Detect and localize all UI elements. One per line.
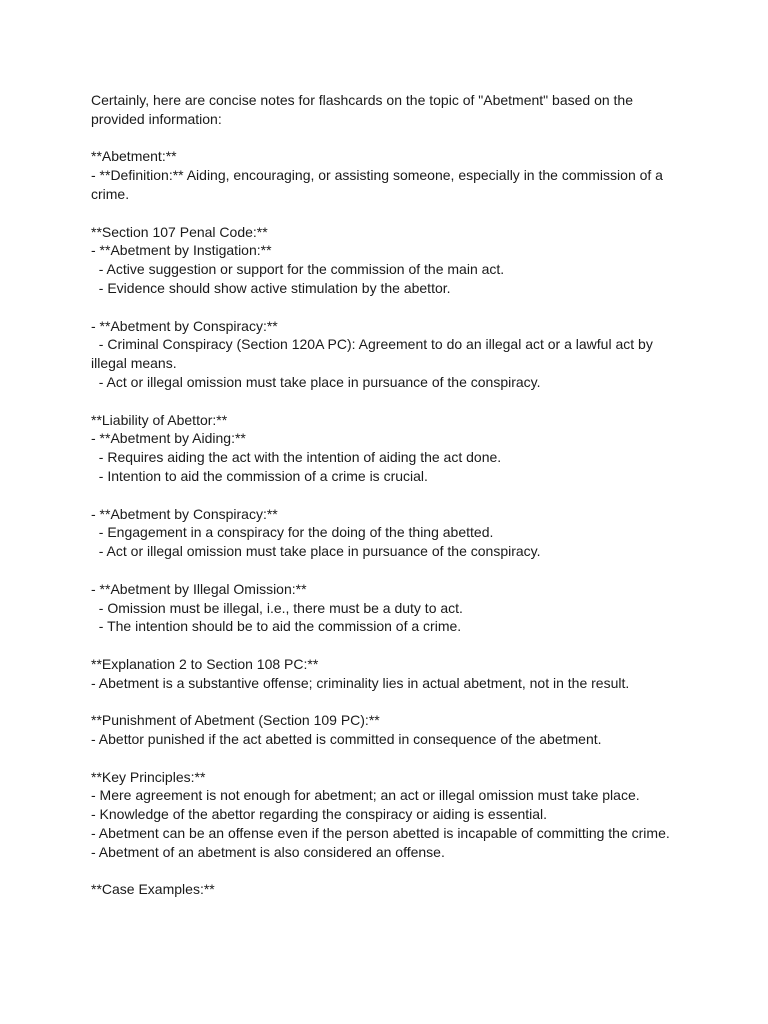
text-line: - The intention should be to aid the commission of a crime. <box>91 618 462 635</box>
text-line: **Abetment:** <box>91 148 177 165</box>
document-text <box>91 91 691 899</box>
text-line: - Omission must be illegal, i.e., there must be a duty to act. <box>91 599 463 616</box>
blank-line <box>91 749 691 768</box>
text-line: - Abetment of an abetment is also considered an offense. <box>91 843 445 860</box>
text-line: **Explanation 2 to Section 108 PC:** <box>91 655 319 672</box>
blank-line <box>91 561 691 580</box>
text-line: - Act or illegal omission must take place in pursuance of the conspiracy. <box>91 373 541 390</box>
blank-line <box>91 636 691 655</box>
text-line: **Liability of Abettor:** <box>91 411 228 428</box>
blank-line <box>91 693 691 712</box>
blank-line <box>91 862 691 881</box>
text-line: **Punishment of Abetment (Section 109 PC):** <box>91 712 380 729</box>
blank-line <box>91 298 691 317</box>
text-line: provided information: <box>91 110 222 127</box>
text-line: - Act or illegal omission must take place in pursuance of the conspiracy. <box>91 543 541 560</box>
text-line: **Key Principles:** <box>91 768 206 785</box>
blank-line <box>91 129 691 148</box>
text-line: - Mere agreement is not enough for abetment; an act or illegal omission must take place. <box>91 787 640 804</box>
text-line: - Abettor punished if the act abetted is committed in consequence of the abetment. <box>91 731 602 748</box>
text-line: - Engagement in a conspiracy for the doing of the thing abetted. <box>91 524 494 541</box>
text-line: - Requires aiding the act with the intention of aiding the act done. <box>91 449 502 466</box>
text-line: illegal means. <box>91 355 177 372</box>
text-line: - Abetment can be an offense even if the person abetted is incapable of committing the crime. <box>91 825 670 842</box>
text-line: - Evidence should show active stimulation by the abettor. <box>91 279 451 296</box>
blank-line <box>91 204 691 223</box>
blank-line <box>91 486 691 505</box>
text-line: - Active suggestion or support for the commission of the main act. <box>91 261 505 278</box>
text-line: - **Abetment by Aiding:** <box>91 430 246 447</box>
text-line: **Section 107 Penal Code:** <box>91 223 268 240</box>
blank-line <box>91 392 691 411</box>
text-line: - **Abetment by Illegal Omission:** <box>91 580 307 597</box>
text-line: **Case Examples:** <box>91 881 215 898</box>
text-line: crime. <box>91 185 130 202</box>
text-line: - **Abetment by Instigation:** <box>91 242 272 259</box>
text-line: - Abetment is a substantive offense; criminality lies in actual abetment, not in the result. <box>91 674 630 691</box>
text-line: - Knowledge of the abettor regarding the conspiracy or aiding is essential. <box>91 806 548 823</box>
text-line: - **Abetment by Conspiracy:** <box>91 505 278 522</box>
text-line: - **Abetment by Conspiracy:** <box>91 317 278 334</box>
text-line: Certainly, here are concise notes for flashcards on the topic of "Abetment" based on the <box>91 92 633 108</box>
text-line: - **Definition:** Aiding, encouraging, or assisting someone, especially in the commission of a <box>91 167 663 184</box>
text-line: - Criminal Conspiracy (Section 120A PC): Agreement to do an illegal act or a lawful act by <box>91 336 653 353</box>
text-line: - Intention to aid the commission of a crime is crucial. <box>91 467 428 484</box>
